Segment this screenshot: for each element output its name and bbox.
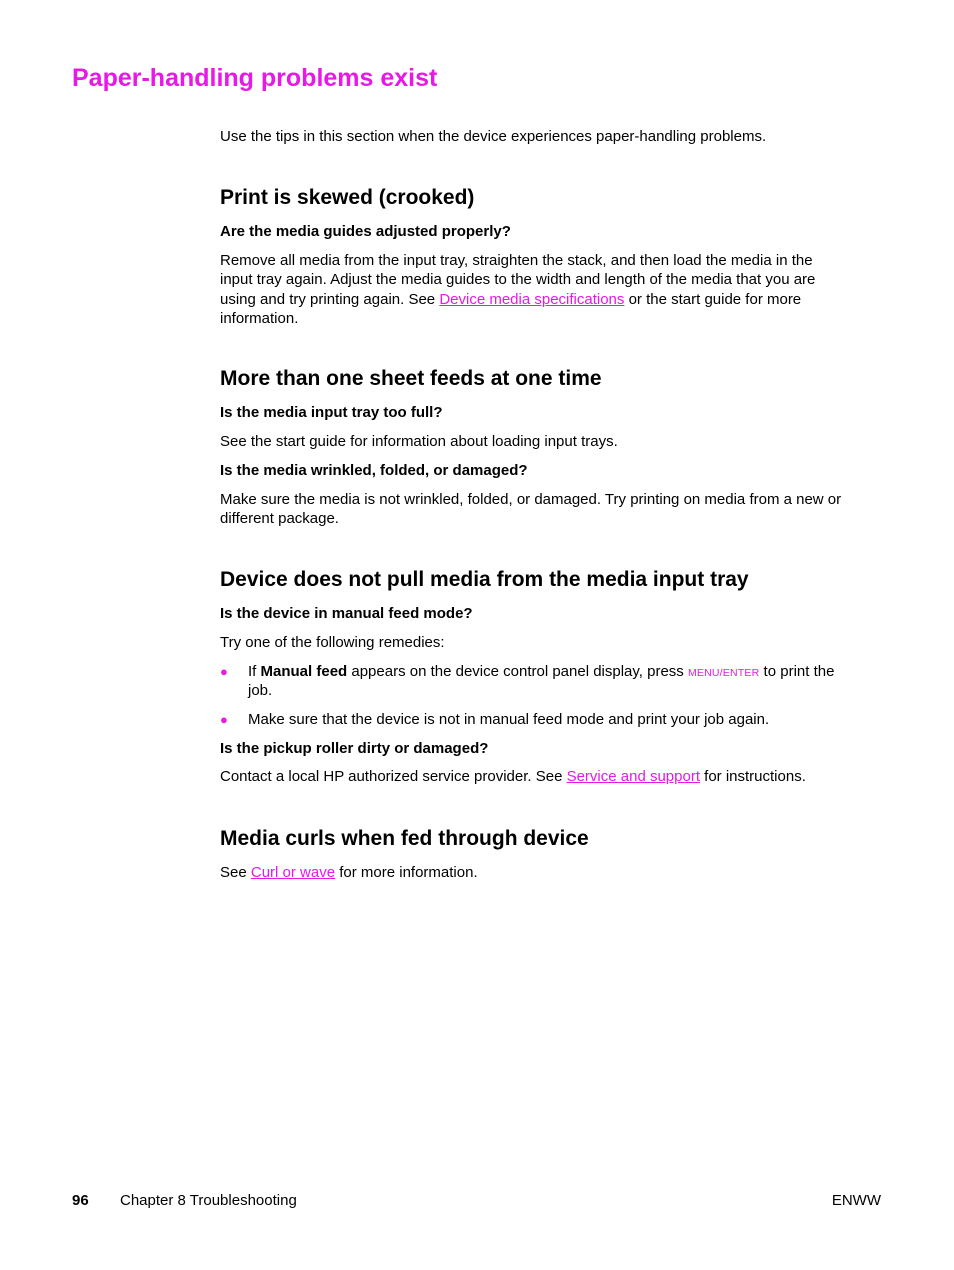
bullet-1-line-1 xyxy=(248,662,834,683)
section-heading-multifeed: More than one sheet feeds at one time xyxy=(220,367,602,390)
question-manual-feed: Is the device in manual feed mode? xyxy=(220,605,473,622)
section-heading-skewed: Print is skewed (crooked) xyxy=(220,186,475,209)
device-media-specifications-link[interactable]: Device media specifications xyxy=(439,291,625,308)
question-pickup-roller: Is the pickup roller dirty or damaged? xyxy=(220,740,489,757)
answer-wrinkled-line-1: Make sure the media is not wrinkled, folded, or damaged. Try printing on media from a new or xyxy=(220,491,842,508)
answer-tray-too-full: See the start guide for information about loading input trays. xyxy=(220,433,618,450)
answer-pickup-roller-post: for instructions. xyxy=(700,768,806,785)
answer-remedies: Try one of the following remedies: xyxy=(220,634,445,651)
skewed-line-4: information. xyxy=(220,310,299,327)
section-heading-no-pull: Device does not pull media from the media input tray xyxy=(220,568,749,591)
manual-feed-label: Manual feed xyxy=(260,663,348,680)
skewed-line-1: Remove all media from the input tray, straighten the stack, and then load the media in the xyxy=(220,252,813,269)
page-title: Paper-handling problems exist xyxy=(72,64,438,92)
answer-wrinkled-line-2: different package. xyxy=(220,510,339,527)
skewed-line-3-post: or the start guide for more xyxy=(624,291,802,308)
question-media-wrinkled: Is the media wrinkled, folded, or damaged? xyxy=(220,462,528,479)
curls-text-post: for more information. xyxy=(335,864,478,881)
bullet-icon: ● xyxy=(220,664,228,679)
answer-pickup-roller xyxy=(220,767,806,786)
bullet-1-line-2: job. xyxy=(248,682,273,699)
answer-pickup-roller-pre: Contact a local HP authorized service provider. See xyxy=(220,768,567,785)
intro-text: Use the tips in this section when the device experiences paper-handling problems. xyxy=(220,128,767,145)
footer-right: ENWW xyxy=(831,1192,881,1209)
curls-text-pre: See xyxy=(220,864,251,881)
skewed-line-2: input tray again. Adjust the media guides to the width and length of the media that you are xyxy=(220,271,816,288)
skewed-line-3-pre: using and try printing again. See xyxy=(220,291,440,308)
question-tray-too-full: Is the media input tray too full? xyxy=(220,404,443,421)
question-media-guides: Are the media guides adjusted properly? xyxy=(220,223,511,240)
bullet-1-mid: appears on the device control panel display, press xyxy=(347,663,688,680)
bullet-1-post: to print the xyxy=(759,663,835,680)
curls-text xyxy=(220,863,478,882)
skewed-line-3 xyxy=(220,290,801,309)
curl-or-wave-link[interactable]: Curl or wave xyxy=(250,864,336,881)
bullet-1-pre: If xyxy=(248,663,261,680)
bullet-icon: ● xyxy=(220,712,228,727)
bullet-2: Make sure that the device is not in manual feed mode and print your job again. xyxy=(248,711,770,728)
service-and-support-link[interactable]: Service and support xyxy=(566,768,700,785)
menu-enter-key: MENU/ENTER xyxy=(687,667,760,679)
footer-chapter: Chapter 8 Troubleshooting xyxy=(120,1192,297,1209)
page-number: 96 xyxy=(72,1192,89,1209)
section-heading-curls: Media curls when fed through device xyxy=(220,827,589,850)
